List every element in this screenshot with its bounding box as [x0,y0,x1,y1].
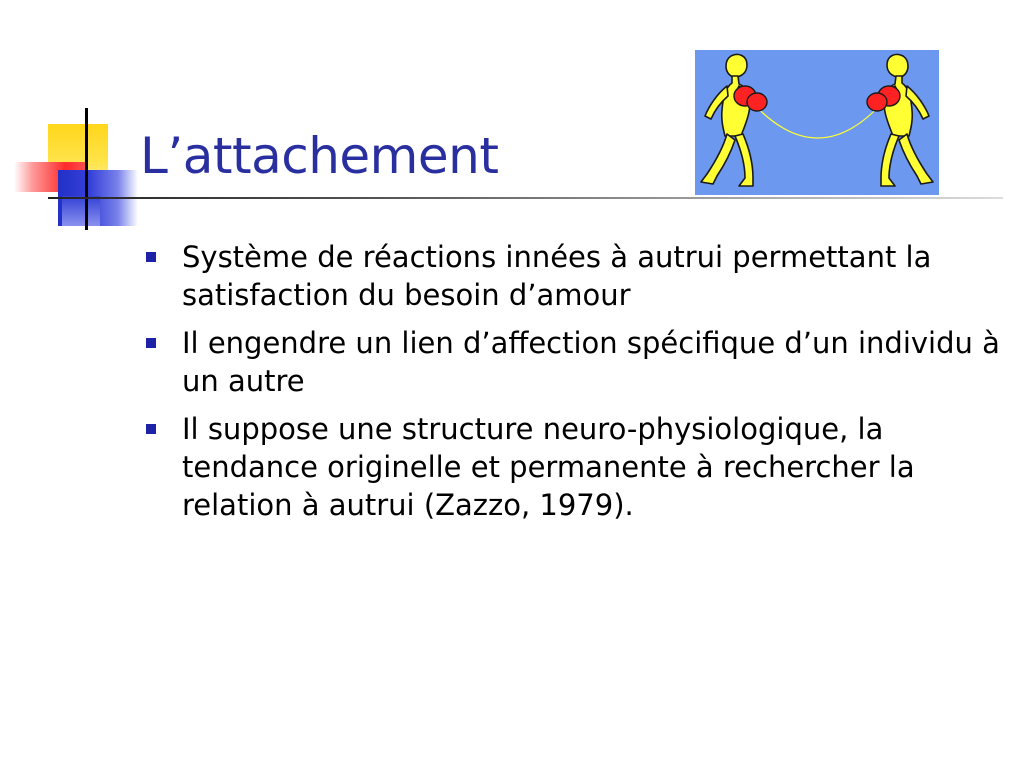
bullet-text: Il suppose une structure neuro-physiologique, la tendance originelle et permanente à rechercher la relation à autrui (Zazzo, 1979). [182,412,915,522]
bullet-square-icon [146,252,156,262]
bullet-square-icon [146,424,156,434]
bullet-item [146,410,1006,524]
bullet-square-icon [146,338,156,348]
bullet-item [146,324,1006,400]
decor-blue-square [62,196,100,226]
decor-vertical-line [85,108,88,230]
bullet-text: Il engendre un lien d’affection spécifique d’un individu à un autre [182,326,1000,398]
bullet-item [146,238,1006,314]
boxing-figures-icon [695,50,939,195]
bullet-text: Système de réactions innées à autrui permettant la satisfaction du besoin d’amour [182,240,932,312]
bullet-list [146,238,1006,534]
title-underline [48,197,1003,199]
slide-title: L’attachement [140,127,499,185]
